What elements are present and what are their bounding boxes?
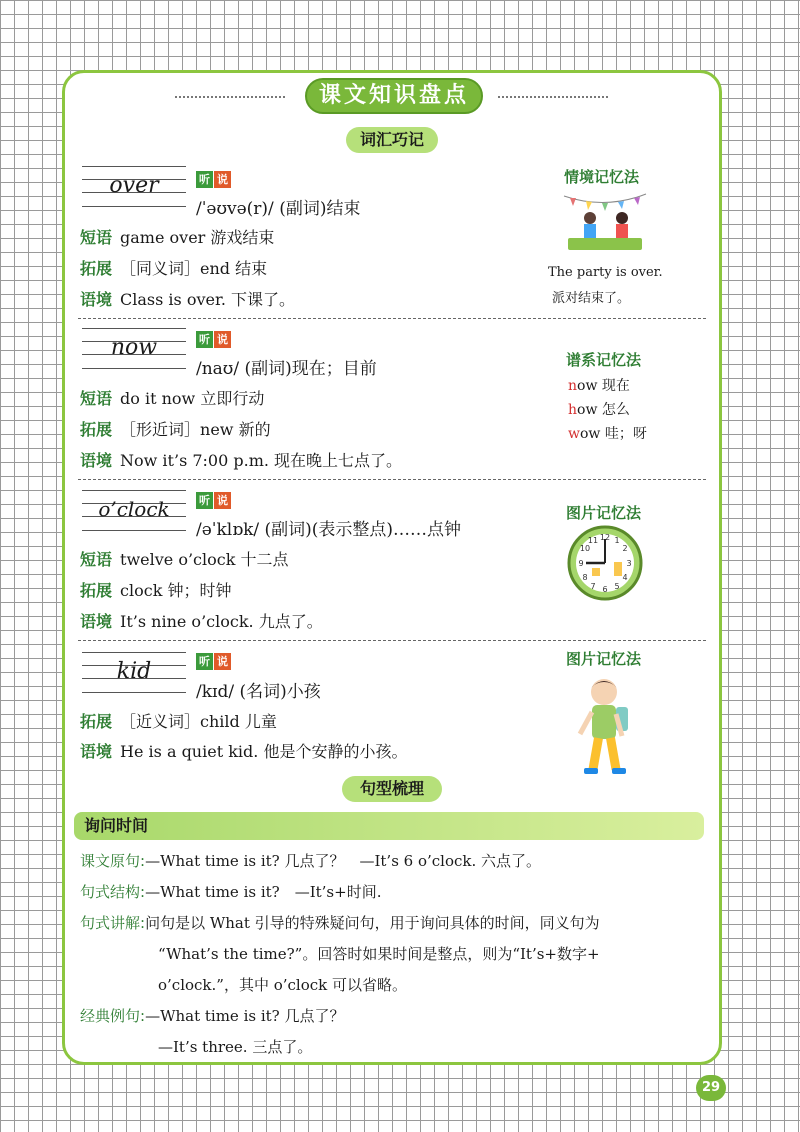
badge-speak: 说	[214, 331, 231, 348]
svg-text:12: 12	[599, 533, 611, 542]
svg-text:4: 4	[622, 573, 628, 582]
svg-text:6: 6	[602, 585, 608, 594]
vocab-row: 短语 game over 游戏结束	[80, 228, 275, 247]
sentence-line: “What’s the time?”。回答时如果时间是整点，则为“It’s+数字+	[158, 945, 600, 963]
kid-illustration	[572, 674, 638, 780]
svg-text:2: 2	[622, 544, 628, 553]
family-word: wow 哇；呀	[568, 426, 647, 442]
family-word: how 怎么	[568, 402, 630, 418]
sentence-line: —It’s three. 三点了。	[158, 1038, 313, 1056]
vocab-row: 短语 twelve o’clock 十二点	[80, 550, 289, 569]
phonetic: /naʊ/ (副词)现在；目前	[196, 359, 377, 379]
section-separator	[78, 318, 706, 319]
sentence-line: 句式讲解:问句是以 What 引导的特殊疑问句，用于询问具体的时间，同义句为	[80, 914, 600, 932]
badge-listen: 听	[196, 492, 213, 509]
vocab-word-now: now	[110, 335, 158, 360]
listen-speak-badge	[196, 653, 231, 670]
vocab-row: 短语 do it now 立即行动	[80, 389, 265, 408]
svg-text:11: 11	[587, 536, 599, 545]
memory-method-title: 谱系记忆法	[566, 351, 642, 369]
caption-en: The party is over.	[548, 265, 663, 280]
svg-text:1: 1	[614, 536, 620, 545]
listen-speak-badge	[196, 171, 231, 188]
vocab-row: 拓展 clock 钟；时钟	[80, 581, 232, 600]
sentence-line: o’clock.”，其中 o’clock 可以省略。	[158, 976, 408, 994]
party-illustration	[560, 188, 650, 262]
section-separator	[78, 640, 706, 641]
sentence-line: 课文原句:—What time is it? 几点了？ —It’s 6 o’clock. 六点了。	[80, 852, 542, 870]
badge-listen: 听	[196, 171, 213, 188]
vocab-row: 语境 It’s nine o’clock. 九点了。	[80, 612, 323, 631]
vocab-row: 语境 He is a quiet kid. 他是个安静的小孩。	[80, 742, 408, 761]
vocab-row: 拓展 ［同义词］end 结束	[80, 259, 268, 278]
section-separator	[78, 479, 706, 480]
title-divider-right	[498, 96, 608, 98]
vocab-section-title: 词汇巧记	[346, 127, 438, 153]
memory-method-title: 图片记忆法	[566, 650, 642, 668]
svg-text:9: 9	[578, 559, 584, 568]
title-divider-left	[175, 96, 285, 98]
family-word: now 现在	[568, 378, 630, 394]
vocab-row: 语境 Now it’s 7:00 p.m. 现在晚上七点了。	[80, 451, 403, 470]
sentence-line: 句式结构:—What time is it? —It’s+时间.	[80, 883, 382, 901]
badge-speak: 说	[214, 653, 231, 670]
svg-text:10: 10	[579, 544, 591, 553]
phonetic: /ˈəʊvə(r)/ (副词)结束	[196, 199, 361, 219]
caption-zh: 派对结束了。	[552, 291, 631, 306]
vocab-word-oclock: o’clock	[98, 497, 170, 521]
listen-speak-badge	[196, 331, 231, 348]
vocab-row: 拓展 ［近义词］child 儿童	[80, 712, 277, 731]
page-title: 课文知识盘点	[305, 78, 483, 114]
page-number: 29	[696, 1075, 726, 1101]
sentence-section-title: 句型梳理	[342, 776, 442, 802]
clock-illustration	[566, 524, 644, 602]
sentence-line: 经典例句:—What time is it? 几点了？	[80, 1007, 345, 1025]
phonetic: /kɪd/ (名词)小孩	[196, 682, 321, 702]
badge-speak: 说	[214, 171, 231, 188]
memory-method-title: 情境记忆法	[564, 168, 640, 186]
badge-listen: 听	[196, 331, 213, 348]
memory-method-title: 图片记忆法	[566, 504, 642, 522]
badge-listen: 听	[196, 653, 213, 670]
svg-text:7: 7	[590, 582, 596, 591]
badge-speak: 说	[214, 492, 231, 509]
listen-speak-badge	[196, 492, 231, 509]
svg-text:5: 5	[614, 582, 620, 591]
topic-bar: 询问时间	[74, 812, 704, 840]
vocab-row: 语境 Class is over. 下课了。	[80, 290, 296, 309]
vocab-word-over: over	[109, 173, 159, 198]
vocab-word-kid: kid	[116, 659, 152, 684]
phonetic: /əˈklɒk/ (副词)(表示整点)……点钟	[196, 520, 462, 540]
vocab-row: 拓展 ［形近词］new 新的	[80, 420, 271, 439]
svg-text:8: 8	[582, 573, 588, 582]
svg-text:3: 3	[626, 559, 632, 568]
